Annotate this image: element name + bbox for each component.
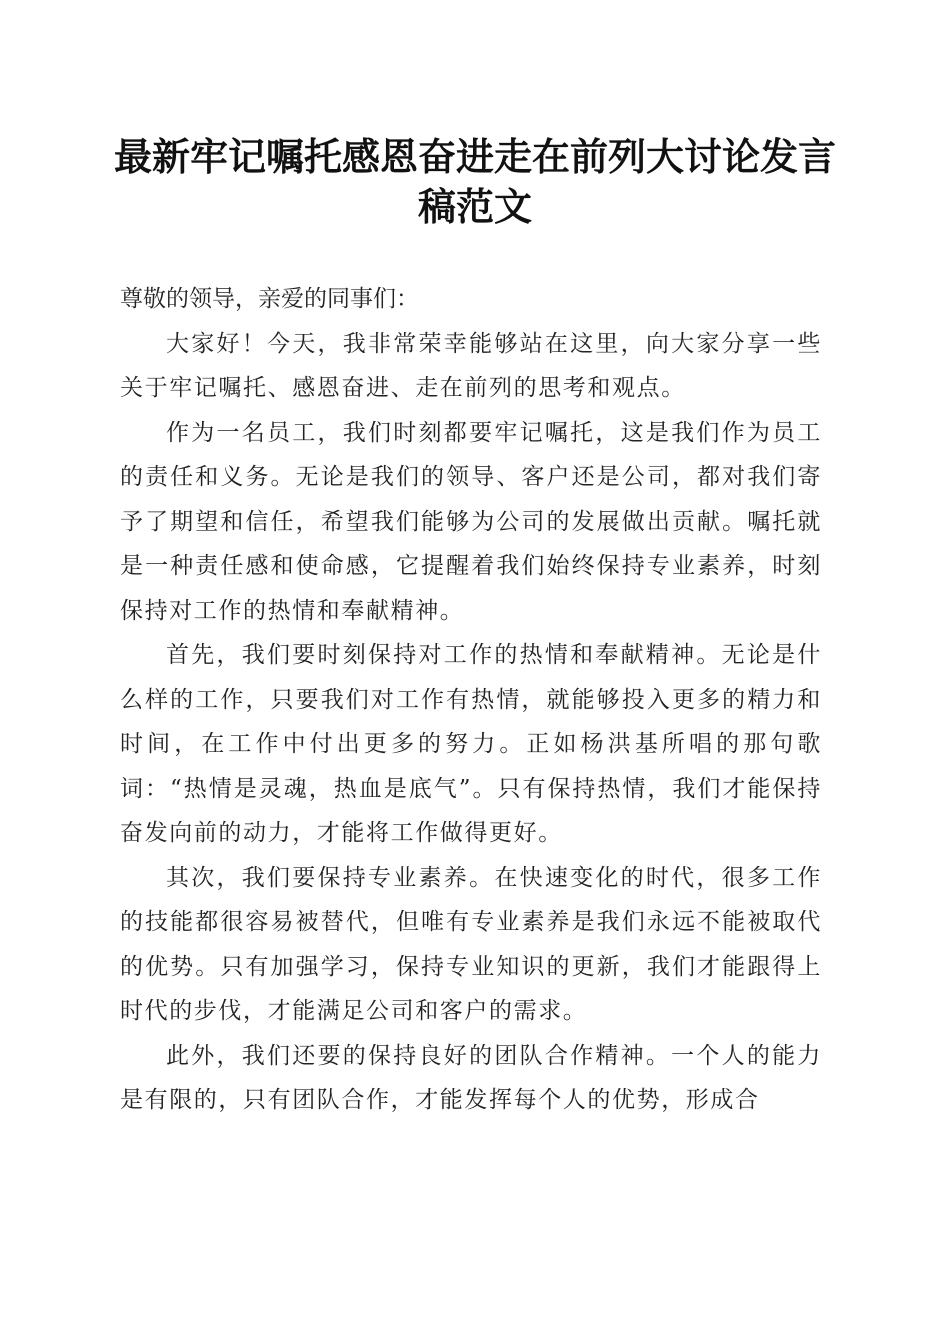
- paragraph-professionalism: 其次，我们要保持专业素养。在快速变化的时代，很多工作的技能都很容易被替代，但唯有专业素养是我们永远不能被取代的优势。只有加强学习，保持专业知识的更新，我们才能跟得上时代的步伐，才能满足公司和客户的需求。: [120, 864, 822, 1024]
- paragraph-passion: 首先，我们要时刻保持对工作的热情和奉献精神。无论是什么样的工作，只要我们对工作有热情，就能够投入更多的精力和时间，在工作中付出更多的努力。正如杨洪基所唱的那句歌词：“热情是灵魂，热血是底气”。只有保持热情，我们才能保持奋发向前的动力，才能将工作做得更好。: [120, 642, 822, 846]
- document-title: 最新牢记嘱托感恩奋进走在前列大讨论发言稿范文: [113, 134, 836, 229]
- paragraph-intro: 大家好！今天，我非常荣幸能够站在这里，向大家分享一些关于牢记嘱托、感恩奋进、走在前列的思考和观点。: [120, 330, 822, 401]
- document-body: [120, 277, 822, 1123]
- paragraph-teamwork: 此外，我们还要的保持良好的团队合作精神。一个人的能力是有限的，只有团队合作，才能发挥每个人的优势，形成合: [120, 1042, 822, 1113]
- paragraph-duty: 作为一名员工，我们时刻都要牢记嘱托，这是我们作为员工的责任和义务。无论是我们的领导、客户还是公司，都对我们寄予了期望和信任，希望我们能够为公司的发展做出贡献。嘱托就是一种责任感和使命感，它提醒着我们始终保持专业素养，时刻保持对工作的热情和奉献精神。: [120, 419, 822, 624]
- salutation: 尊敬的领导，亲爱的同事们：: [120, 286, 419, 312]
